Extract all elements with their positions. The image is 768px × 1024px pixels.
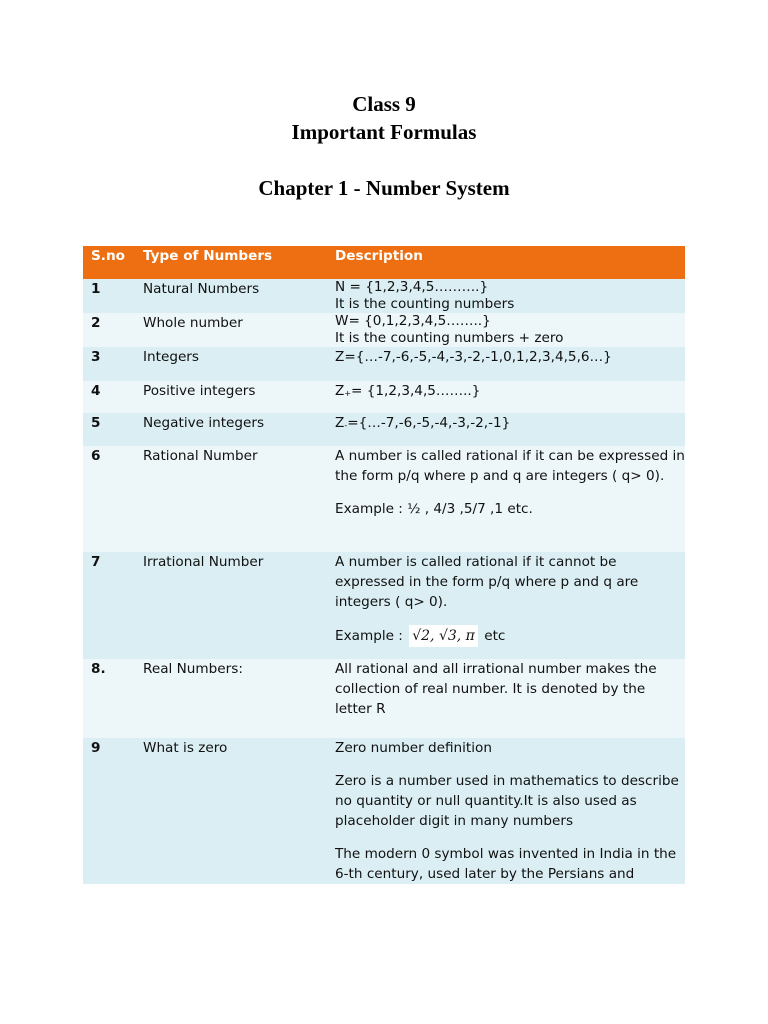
example-paragraph: Example : ½ , 4/3 ,5/7 ,1 etc. — [335, 501, 533, 517]
row-type: Rational Number — [135, 446, 327, 552]
description-paragraph: A number is called rational if it can be expressed in the form p/q where p and q are integers ( q> 0). — [335, 448, 685, 484]
row-type: Integers — [135, 347, 327, 381]
table-row — [83, 347, 685, 381]
row-type: Whole number — [135, 313, 327, 347]
description-paragraph: Zero is a number used in mathematics to describe no quantity or null quantity.It is also used as placeholder digit in many numbers — [335, 773, 679, 829]
set-definition: = {1,2,3,4,5……..} — [351, 383, 481, 399]
table-row — [83, 279, 685, 313]
row-type: Positive integers — [135, 381, 327, 413]
page-class-title: Class 9 — [352, 92, 416, 116]
table-row — [83, 552, 685, 659]
row-description — [327, 659, 685, 738]
example-paragraph — [335, 625, 685, 647]
math-expression: √2, √3, π — [409, 625, 478, 647]
row-sno: 3 — [83, 347, 135, 381]
set-symbol: Z — [335, 383, 345, 399]
description-paragraph: Zero number definition — [335, 740, 492, 756]
row-description — [327, 279, 685, 313]
row-type: Real Numbers: — [135, 659, 327, 738]
formula-table — [83, 246, 685, 884]
row-type: Irrational Number — [135, 552, 327, 659]
row-description — [327, 381, 685, 413]
header-sno: S.no — [83, 246, 135, 279]
description-paragraph: The modern 0 symbol was invented in India in the 6-th century, used later by the Persians and — [335, 846, 677, 882]
example-suffix: etc — [484, 628, 506, 644]
set-symbol: Z — [335, 415, 345, 431]
example-label: Example : — [335, 628, 403, 644]
row-type: Negative integers — [135, 413, 327, 446]
table-row — [83, 738, 685, 884]
row-sno: 4 — [83, 381, 135, 413]
table-row — [83, 446, 685, 552]
description-paragraph: All rational and all irrational number makes the collection of real number. It is denoted by the letter R — [335, 661, 657, 717]
row-sno: 5 — [83, 413, 135, 446]
row-sno: 8. — [83, 659, 135, 738]
row-description: Z={…-7,-6,-5,-4,-3,-2,-1,0,1,2,3,4,5,6…} — [327, 347, 685, 381]
row-description — [327, 738, 685, 884]
row-description — [327, 313, 685, 347]
chapter-title: Chapter 1 - Number System — [258, 176, 510, 200]
row-description — [327, 552, 685, 659]
set-subscript: - — [344, 421, 348, 430]
row-type: Natural Numbers — [135, 279, 327, 313]
page-title: Important Formulas — [291, 120, 477, 144]
row-description — [327, 413, 685, 446]
table-row — [83, 413, 685, 446]
description-paragraph: A number is called rational if it cannot be expressed in the form p/q where p and q are integers ( q> 0). — [335, 554, 639, 610]
table-row — [83, 381, 685, 413]
header-type: Type of Numbers — [135, 246, 327, 279]
row-sno: 9 — [83, 738, 135, 884]
description-line: It is the counting numbers — [335, 296, 515, 312]
description-line: It is the counting numbers + zero — [335, 330, 564, 346]
description-line: N = {1,2,3,4,5……….} — [335, 279, 489, 295]
row-sno: 1 — [83, 279, 135, 313]
set-definition: ={…-7,-6,-5,-4,-3,-2,-1} — [347, 415, 511, 431]
row-description — [327, 446, 685, 552]
row-sno: 6 — [83, 446, 135, 552]
row-sno: 2 — [83, 313, 135, 347]
table-header-row — [83, 246, 685, 279]
row-sno: 7 — [83, 552, 135, 659]
table-row — [83, 313, 685, 347]
header-description: Description — [327, 246, 685, 279]
description-line: W= {0,1,2,3,4,5……..} — [335, 313, 491, 329]
table-row — [83, 659, 685, 738]
row-type: What is zero — [135, 738, 327, 884]
set-subscript: + — [344, 389, 352, 398]
